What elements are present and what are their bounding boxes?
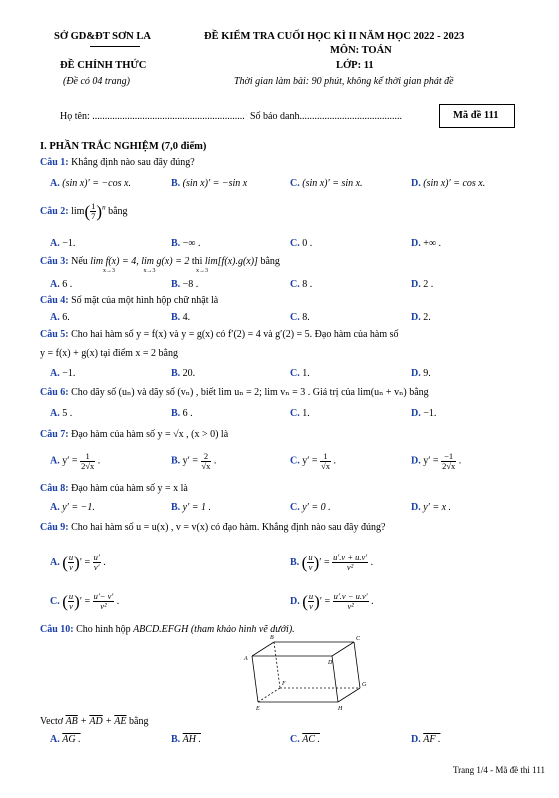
q9-option-d: D. ( $\frac{u}{v}$ )′ = $\frac{u'.v - u.v'}{\text{v²}}$ .: [290, 591, 374, 612]
q2-option-b: B. −∞ .: [171, 238, 201, 249]
q10-option-a: A. AG .: [50, 734, 81, 745]
q6-option-d: D. −1.: [411, 408, 437, 419]
label-A: A: [244, 656, 248, 662]
subject: MÔN: TOÁN: [330, 45, 392, 56]
student-number-field: Số báo danh.........................................: [250, 111, 402, 122]
q7-option-d: D. y′ = $\frac{-1}{2√x}$ .: [411, 451, 462, 471]
question-2-limit: lim( $\frac{1}{7}$ )$^n$: [71, 201, 106, 222]
q8-option-d: D. y′ = x .: [411, 502, 452, 513]
q10-option-d: D. AF .: [411, 734, 441, 745]
q7-option-a: A. y′ = $\frac{1}{2√x}$ .: [50, 451, 101, 471]
page-footer: Trang 1/4 - Mã đề thi 111: [453, 765, 545, 775]
q5-option-a: A. −1.: [50, 368, 76, 379]
section-title: I. PHẦN TRẮC NGHIỆM (7,0 điểm): [40, 141, 207, 152]
exam-time: Thời gian làm bài: 90 phút, không kể thời gian phát đề: [234, 76, 454, 87]
q8-option-c: C. y′ = 0 .: [290, 502, 331, 513]
question-4: Câu 4: Số mặt của một hình hộp chữ nhật là: [40, 295, 219, 306]
q2-option-d: D. +∞ .: [411, 238, 442, 249]
parallelepiped-figure: [236, 634, 376, 712]
label-D: D: [328, 660, 333, 666]
student-name-field: Họ tên: .............................................................: [60, 111, 245, 122]
q4-option-d: D. 2.: [411, 312, 431, 323]
q4-option-b: B. 4.: [171, 312, 191, 323]
question-5: Câu 5: Cho hai hàm số y = f(x) và y = g(x) có f′(2) = 4 và g′(2) = 5. Đạo hàm của hàm số: [40, 329, 399, 340]
q6-option-b: B. 6 .: [171, 408, 193, 419]
q9-option-a: A. ( $\frac{u}{v}$ )′ = $\frac{u'}{v'}$ .: [50, 552, 106, 573]
page-count: (Đề có 04 trang): [63, 76, 130, 87]
vector-sum: $\overline{AB} + \overline{AD} + \overline{AE}$: [65, 716, 127, 727]
q9-option-c: C. ( $\frac{u}{v}$ )′ = $\frac{u'- v'}{\text{v²}}$ .: [50, 591, 120, 612]
question-7: Câu 7: Đạo hàm của hàm số y = √x , (x > 0) là: [40, 429, 229, 440]
q10-option-c: C. AC .: [290, 734, 321, 745]
q5-option-c: C. 1.: [290, 368, 310, 379]
question-1: [40, 157, 195, 169]
q7-option-b: B. y′ = $\frac{2}{√x}$ .: [171, 451, 217, 471]
question-10: Câu 10: Cho hình hộp ABCD.EFGH (tham khảo hình vẽ dưới).: [40, 624, 295, 635]
question-9: Câu 9: Cho hai hàm số u = u(x) , v = v(x) có đạo hàm. Khẳng định nào sau đây đúng?: [40, 522, 386, 533]
q8-option-a: A. y′ = −1.: [50, 502, 95, 513]
label-G: G: [362, 682, 367, 688]
official-label: ĐỀ CHÍNH THỨC: [60, 60, 147, 71]
exam-title: ĐỀ KIỂM TRA CUỐI HỌC KÌ II NĂM HỌC 2022 - 2023: [204, 31, 465, 42]
q3-option-d: D. 2 .: [411, 279, 434, 290]
header-underline-left: [90, 46, 140, 47]
department-name: SỞ GD&ĐT SƠN LA: [54, 31, 151, 42]
question-2-label: Câu 2:: [40, 206, 69, 218]
q2-option-c: C. 0 .: [290, 238, 313, 249]
q10-option-b: B. AH .: [171, 734, 202, 745]
label-C: C: [356, 636, 361, 642]
q1-option-c: C. (sin x)′ = sin x.: [290, 178, 363, 189]
label-B: B: [270, 635, 274, 641]
question-2: [40, 202, 128, 222]
q2-option-a: A. −1.: [50, 238, 76, 249]
exam-code: Mã đề 111: [453, 110, 499, 121]
label-F: F: [282, 681, 286, 687]
q9-option-b: B. ( $\frac{u}{v}$ )′ = $\frac{u'.v + u.v'}{\text{v²}}$ .: [290, 552, 374, 573]
q8-option-b: B. y′ = 1 .: [171, 502, 212, 513]
question-3-product: lim[f(x).g(x)]: [204, 256, 258, 267]
q6-option-a: A. 5 .: [50, 408, 73, 419]
q3-limit-subscripts: x→3 x→3 x→3: [103, 268, 208, 274]
q1-option-d: D. (sin x)′ = cos x.: [411, 178, 486, 189]
q1-option-a: A. (sin x)′ = −cos x.: [50, 178, 131, 189]
label-E: E: [256, 706, 260, 712]
q4-option-c: C. 8.: [290, 312, 310, 323]
question-3: Câu 3: Nếu lim f(x) = 4, lim g(x) = 2 thì lim[f(x).g(x)] bằng: [40, 256, 280, 267]
question-8: Câu 8: Đạo hàm của hàm số y = x là: [40, 483, 188, 494]
q3-option-c: C. 8 .: [290, 279, 313, 290]
question-10-line2: Vectơ $\overline{AB} + \overline{AD} + \overline{AE}$ bằng: [40, 716, 149, 727]
question-3-limits: lim f(x) = 4, lim g(x) = 2: [90, 256, 190, 267]
question-1-text: Khẳng định nào sau đây đúng?: [71, 157, 195, 168]
question-5-line2: y = f(x) + g(x) tại điểm x = 2 bằng: [40, 348, 178, 359]
q5-option-b: B. 20.: [171, 368, 196, 379]
question-2-text: bằng: [108, 206, 128, 218]
q6-option-c: C. 1.: [290, 408, 310, 419]
label-H: H: [338, 706, 343, 712]
question-1-label: Câu 1:: [40, 157, 69, 168]
q5-option-d: D. 9.: [411, 368, 431, 379]
question-6: Câu 6: Cho dãy số (uₙ) và dãy số (vₙ) , biết lim uₙ = 2; lim vₙ = 3 . Giá trị của lim(uₙ + vₙ) bằng: [40, 387, 429, 398]
q4-option-a: A. 6.: [50, 312, 70, 323]
q3-option-b: B. −8 .: [171, 279, 199, 290]
grade: LỚP: 11: [336, 60, 374, 71]
question-3-label: Câu 3:: [40, 256, 69, 267]
q3-option-a: A. 6 .: [50, 279, 73, 290]
q7-option-c: C. y′ = $\frac{1}{√x}$ .: [290, 451, 336, 471]
q1-option-b: B. (sin x)′ = −sin x: [171, 178, 248, 189]
